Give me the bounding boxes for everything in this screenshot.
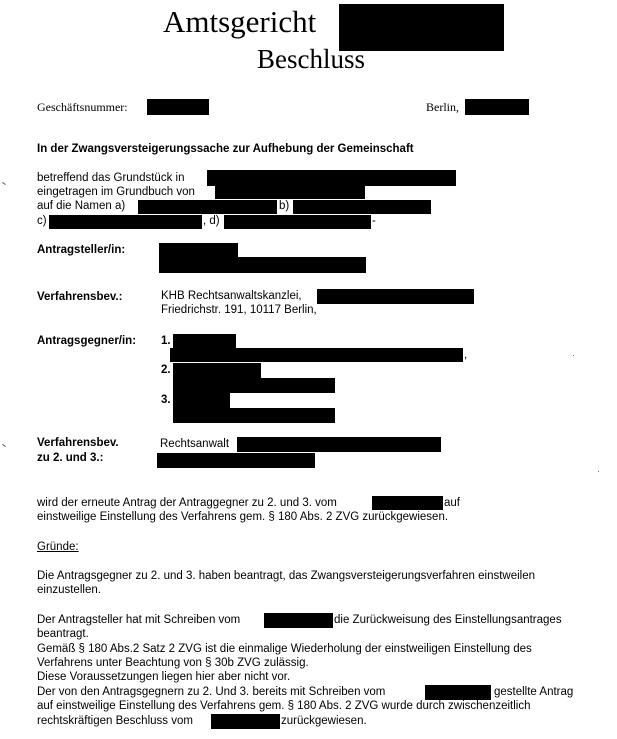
owner-c-label: c) <box>37 215 47 227</box>
applicant-label: Antragsteller/in: <box>37 244 126 256</box>
redaction-date <box>465 99 529 115</box>
redaction-applicant-letter-date <box>264 613 333 628</box>
redaction-respondent-1b <box>170 348 463 362</box>
redaction-respondent-2b <box>173 378 335 393</box>
reasons-p2-line-1a: Der Antragsteller hat mit Schreiben vom <box>37 614 241 626</box>
redaction-counsel <box>317 289 474 304</box>
decision-line-1a: wird der erneute Antrag der Antraggegner zu 2. und 3. vom <box>37 497 337 509</box>
counsel-name: KHB Rechtsanwaltskanzlei, <box>161 290 302 302</box>
respondent-2-number: 2. <box>161 364 171 376</box>
respondents-label: Antragsgegner/in: <box>37 335 137 347</box>
redaction-decision-date <box>372 496 443 510</box>
owner-line-end: - <box>372 215 376 227</box>
owner-d-label: , d) <box>203 215 220 227</box>
redaction-applicant-1 <box>159 243 238 257</box>
reasons-p2-line-8b: zurückgewiesen. <box>281 715 367 727</box>
reasons-p2-line-8a: rechtskräftigen Beschluss vom <box>37 715 193 727</box>
reasons-p1-line-1: Die Antragsgegner zu 2. und 3. haben beantragt, das Zwangsversteigerungsverfahren einstweilen <box>37 570 536 582</box>
redaction-land-register <box>215 186 365 199</box>
redaction-respondent-counsel-1 <box>237 437 441 452</box>
scan-dot <box>598 471 599 472</box>
redaction-owner-c <box>49 215 202 229</box>
owner-b-label: b) <box>279 200 290 212</box>
respondent-counsel-label-2: zu 2. und 3.: <box>37 452 104 464</box>
reasons-p2-line-1b: die Zurückweisung des Einstellungsantrages <box>334 614 562 626</box>
reasons-p2-line-4: Verfahrens unter Beachtung von § 30b ZVG zulässig. <box>37 657 309 669</box>
respondent-3-number: 3. <box>161 394 171 406</box>
reasons-p2-line-5: Diese Voraussetzungen liegen hier aber nicht vor. <box>37 671 291 683</box>
redaction-case-number <box>147 99 209 115</box>
owner-names-line: auf die Namen a) <box>37 200 126 212</box>
place-date: Berlin, <box>426 100 459 114</box>
redaction-respondent-letter-date <box>425 685 491 700</box>
land-register-line: eingetragen im Grundbuch von <box>37 186 195 198</box>
respondent-1-comma: , <box>464 349 468 361</box>
redaction-property <box>207 170 456 186</box>
redaction-owner-d <box>224 215 371 229</box>
reasons-p1-line-2: einzustellen. <box>37 584 101 596</box>
redaction-respondent-1a <box>173 334 236 348</box>
decision-line-1b: auf <box>444 497 460 509</box>
redaction-ruling-date <box>211 714 280 729</box>
respondent-counsel-name: Rechtsanwalt <box>160 438 230 450</box>
reasons-p2-line-3: Gemäß § 180 Abs.2 Satz 2 ZVG ist die einmalige Wiederholung der einstweiligen Einstellung des <box>37 643 532 655</box>
respondent-counsel-label-1: Verfahrensbev. <box>37 437 119 449</box>
decision-line-2: einstweilige Einstellung des Verfahrens gem. § 180 Abs. 2 ZVG zurückgewiesen. <box>37 511 449 523</box>
property-line: betreffend das Grundstück in <box>37 172 185 184</box>
counsel-label: Verfahrensbev.: <box>37 291 123 303</box>
redaction-respondent-2a <box>173 363 261 378</box>
respondent-1-number: 1. <box>161 335 171 347</box>
scan-dot <box>573 355 574 356</box>
margin-mark <box>2 182 6 185</box>
reasons-p2-line-6b: gestellte Antrag <box>494 686 574 698</box>
document-title: Beschluss <box>257 44 365 74</box>
counsel-address: Friedrichstr. 191, 10117 Berlin, <box>161 304 317 316</box>
reasons-p2-line-6a: Der von den Antragsgegnern zu 2. Und 3. bereits mit Schreiben vom <box>37 686 386 698</box>
redaction-respondent-3a <box>173 393 230 408</box>
redaction-owner-a <box>138 200 277 214</box>
reasons-p2-line-2: beantragt. <box>37 628 89 640</box>
court-title: Amtsgericht <box>163 4 317 39</box>
redaction-respondent-3b <box>173 408 335 423</box>
reasons-heading: Gründe: <box>37 541 79 553</box>
redaction-owner-b <box>293 200 431 214</box>
redaction-applicant-2 <box>159 257 366 273</box>
case-number-label: Geschäftsnummer: <box>37 100 128 114</box>
case-heading: In der Zwangsversteigerungssache zur Aufhebung der Gemeinschaft <box>37 143 414 155</box>
reasons-p2-line-7: auf einstweilige Einstellung des Verfahrens gem. § 180 Abs. 2 ZVG wurde durch zwischenzeitlich <box>37 700 531 712</box>
redaction-respondent-counsel-2 <box>157 453 315 468</box>
margin-mark <box>2 444 6 447</box>
